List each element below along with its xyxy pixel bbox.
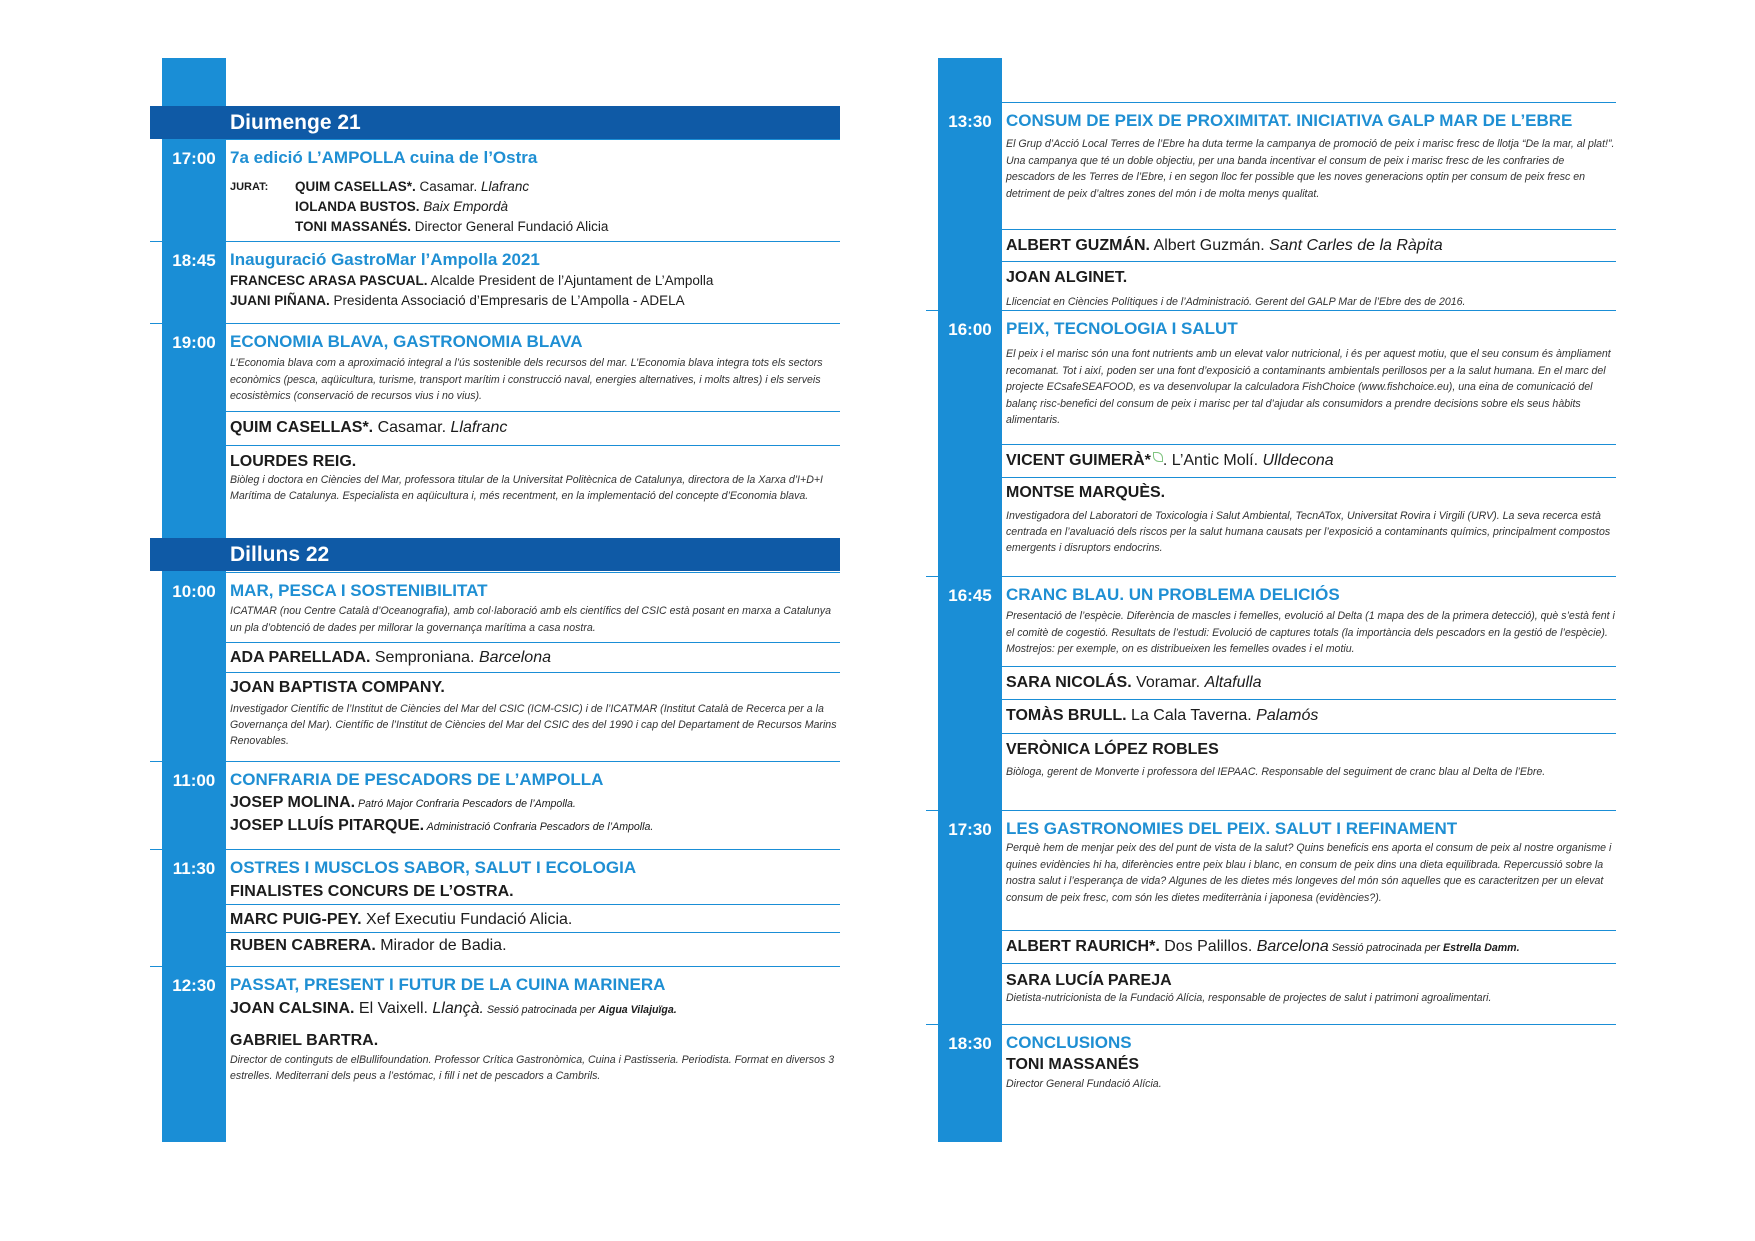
speaker-bio: Director General Fundació Alícia. — [1006, 1078, 1162, 1090]
program-column-left — [150, 58, 840, 1142]
session-time: 10:00 — [172, 582, 216, 601]
divider — [226, 445, 840, 446]
speaker: ADA PARELLADA. Semproniana. Barcelona — [230, 649, 551, 666]
session-time: 11:30 — [172, 859, 216, 878]
speaker: JOSEP LLUÍS PITARQUE. Administració Confraria Pescadors de l’Ampolla. — [230, 817, 654, 834]
divider — [926, 810, 1616, 811]
jury-member: TONI MASSANÉS. Director General Fundació Alicia — [295, 219, 609, 234]
speaker-bio: Director de continguts de elBullifoundation. Professor Crítica Gastronòmica, Cuina i Pastisseria. Periodista. Format en diversos 3 estrelles. Mediterrani dels peus a l’estómac, i fill i net de pescadors a Cambrils. — [230, 1054, 835, 1082]
session-description: ICATMAR (nou Centre Català d’Oceanografia), amb col·laboració amb els científics del CSIC està posant en marxa a Catalunya un pla d’obtenció de dades per millorar la governança marítima a casa nostra. — [230, 605, 831, 634]
divider — [150, 323, 840, 324]
divider — [150, 761, 840, 762]
session-description: Presentació de l’espècie. Diferència de mascles i femelles, evolució al Delta (1 mapa des de la primera detecció), què s’està fent i el comitè de cogestió. Resultats de l’estudi: Evolució de captures totals (la importància dels pescadors en la gestió de l’espècie). Mostrejos: per exemple, on es distribueixen les femelles ovades i el motiu. — [1006, 610, 1615, 655]
speaker-bio: Biòleg i doctora en Ciències del Mar, professora titular de la Universitat Politècnica de Catalunya, directora de la Xarxa d’I+D+I Marítima de Catalunya. Especialista en aqüicultura i, més recentment, en la implementació del concepte d’Economia blava. — [230, 474, 823, 502]
divider — [226, 904, 840, 905]
session-time: 17:30 — [948, 820, 992, 839]
divider — [1002, 261, 1616, 262]
speaker: JOAN CALSINA. El Vaixell. Llançà. Sessió patrocinada per Aigua Vilajuïga. — [230, 1000, 677, 1017]
speaker: MARC PUIG-PEY. Xef Executiu Fundació Alicia. — [230, 911, 573, 928]
session-1130 — [150, 849, 840, 959]
session-title: PEIX, TECNOLOGIA I SALUT — [1006, 319, 1238, 338]
session-title: OSTRES I MUSCLOS SABOR, SALUT I ECOLOGIA — [230, 858, 637, 877]
divider — [1002, 963, 1616, 964]
divider — [226, 572, 840, 573]
speaker: VICENT GUIMERÀ* . L’Antic Molí. Ulldecona — [1006, 452, 1334, 469]
session-title: MAR, PESCA I SOSTENIBILITAT — [230, 581, 488, 600]
session-time: 17:00 — [172, 149, 216, 168]
divider — [226, 932, 840, 933]
divider — [1002, 477, 1616, 478]
session-1845 — [150, 241, 840, 319]
day-header-sunday: Diumenge 21 — [150, 106, 840, 139]
jury-member: IOLANDA BUSTOS. Baix Empordà — [295, 199, 509, 214]
jury-member: QUIM CASELLAS*. Casamar. Llafranc — [295, 179, 530, 194]
divider — [226, 672, 840, 673]
session-1700 — [150, 139, 840, 237]
divider — [1002, 229, 1616, 230]
divider — [226, 139, 840, 140]
speaker: TONI MASSANÉS — [1006, 1056, 1140, 1073]
session-1000 — [150, 572, 840, 752]
session-title: 7a edició L’AMPOLLA cuina de l’Ostra — [230, 148, 538, 167]
divider — [1002, 733, 1616, 734]
speaker: GABRIEL BARTRA. — [230, 1032, 379, 1049]
speaker: QUIM CASELLAS*. Casamar. Llafranc — [230, 419, 508, 436]
speaker: JOAN ALGINET. — [1006, 269, 1128, 286]
speaker: SARA LUCÍA PAREJA — [1006, 972, 1172, 989]
divider — [150, 241, 840, 242]
speaker: FINALISTES CONCURS DE L’OSTRA. — [230, 883, 514, 900]
speaker: JUANI PIÑANA. Presidenta Associació d’Empresaris de L’Ampolla - ADELA — [230, 293, 685, 308]
divider — [1002, 930, 1616, 931]
speaker: SARA NICOLÁS. Voramar. Altafulla — [1006, 674, 1262, 691]
session-title: CONFRARIA DE PESCADORS DE L’AMPOLLA — [230, 770, 604, 789]
speaker-bio: Biòloga, gerent de Monverte i professora del IEPAAC. Responsable del seguiment de cranc blau al Delta de l’Ebre. — [1006, 766, 1546, 778]
session-title: CONSUM DE PEIX DE PROXIMITAT. INICIATIVA GALP MAR DE L’EBRE — [1006, 111, 1573, 130]
session-1645 — [926, 576, 1616, 808]
speaker: MONTSE MARQUÈS. — [1006, 484, 1166, 501]
session-1230 — [150, 966, 840, 1142]
session-title: Inauguració GastroMar l’Ampolla 2021 — [230, 250, 540, 269]
session-1830 — [926, 1024, 1616, 1104]
divider — [1002, 102, 1616, 103]
speaker-bio: Investigador Científic de l’Institut de Ciències del Mar del CSIC (ICM-CSIC) i de l’ICATMAR (Institut Català de Recerca per a la Governança del Mar). Científic de l’Institut de Ciències del Mar del CSIC des del 1990 i cap del Departament de Recursos Marins Renovables. — [230, 703, 837, 747]
divider — [226, 642, 840, 643]
speaker-bio: Dietista-nutricionista de la Fundació Alícia, responsable de projectes de salut i patrimoni agroalimentari. — [1006, 992, 1492, 1004]
divider — [1002, 666, 1616, 667]
divider — [926, 310, 1616, 311]
session-1900 — [150, 323, 840, 533]
session-time: 18:30 — [948, 1034, 992, 1053]
session-title: CRANC BLAU. UN PROBLEMA DELICIÓS — [1006, 585, 1340, 604]
divider — [926, 576, 1616, 577]
speaker: LOURDES REIG. — [230, 453, 357, 470]
session-time: 16:00 — [948, 320, 992, 339]
session-description: El Grup d’Acció Local Terres de l’Ebre ha duta terme la campanya de promoció de peix i marisc fresc de llotja “De la mar, al plat!”. Una campanya que té un doble objectiu, per una banda incentivar el consum de peix i marisc fresc de les confraries de pescadors de les Terres de l’Ebre, i en segon lloc fer possible que les noves generacions optin per consum de peix fresc en detriment de peix d’altres zones del món i de molta menys qualitat. — [1006, 138, 1615, 200]
session-time: 11:00 — [172, 771, 216, 790]
session-time: 13:30 — [948, 112, 992, 131]
session-time: 19:00 — [172, 333, 216, 352]
speaker: ALBERT RAURICH*. Dos Palillos. Barcelona Sessió patrocinada per Estrella Damm. — [1006, 938, 1520, 955]
speaker: VERÒNICA LÓPEZ ROBLES — [1006, 741, 1219, 758]
session-1100 — [150, 761, 840, 843]
divider — [926, 1024, 1616, 1025]
speaker: JOSEP MOLINA. Patró Major Confraria Pescadors de l’Ampolla. — [230, 794, 576, 811]
session-time: 16:45 — [948, 586, 992, 605]
divider — [1002, 444, 1616, 445]
speaker: JOAN BAPTISTA COMPANY. — [230, 679, 445, 696]
divider — [150, 849, 840, 850]
speaker: ALBERT GUZMÁN. Albert Guzmán. Sant Carles de la Ràpita — [1006, 237, 1443, 254]
session-time: 18:45 — [172, 251, 216, 270]
session-description: El peix i el marisc són una font nutrients amb un elevat valor nutricional, i és per aquest motiu, que el seu consum és àmpliament recomanat. Tot i així, poden ser una font d’exposició a contaminants ambientals perillosos per a la salut humana. En el marc del projecte ECsafeSEAFOOD, es va desenvolupar la calculadora FishChoice (www.fishchoice.eu), una eina de comunicació del balanç risc-benefici del consum de peix i marisc per tal d’ajudar als consumidors a prendre decisions sobre els seus hàbits alimentaris. — [1006, 348, 1611, 426]
session-title: PASSAT, PRESENT I FUTUR DE LA CUINA MARINERA — [230, 975, 666, 994]
jury-label: JURAT: — [230, 181, 269, 193]
session-title: LES GASTRONOMIES DEL PEIX. SALUT I REFINAMENT — [1006, 819, 1458, 838]
divider — [226, 411, 840, 412]
divider — [1002, 699, 1616, 700]
speaker: FRANCESC ARASA PASCUAL. Alcalde President de l’Ajuntament de L’Ampolla — [230, 273, 714, 288]
day-header-monday: Dilluns 22 — [150, 538, 840, 571]
session-description: L’Economia blava com a aproximació integral a l’ús sostenible dels recursos del mar. L’Economia blava integra tots els sectors econòmics (pesca, aqüicultura, turisme, transport marítim i construcció naval, energies alternatives, i molts altres) i els serveis ecosistèmics (conservació de recursos vius i no vius). — [230, 357, 823, 402]
session-time: 12:30 — [172, 976, 216, 995]
speaker: RUBEN CABRERA. Mirador de Badia. — [230, 937, 507, 954]
session-description: Perquè hem de menjar peix des del punt de vista de la salut? Quins beneficis ens aporta el consum de peix al nostre organisme i quines evidències hi ha, diferències entre peix blau i blanc, en consum de peix dins una dieta equilibrada. Repercussió sobre la nostra salut i l’esperança de vida? Algunes de les dietes més longeves del món són aquelles que es caracteritzen per un elevat consum de peix fresc, com són les dietes mediterrània i japonesa (evidències?). — [1006, 842, 1612, 904]
speaker-bio: Llicenciat en Ciències Polítiques i de l’Administració. Gerent del GALP Mar de l’Ebre des de 2016. — [1006, 296, 1466, 308]
session-title: ECONOMIA BLAVA, GASTRONOMIA BLAVA — [230, 332, 583, 351]
program-column-right — [926, 58, 1616, 1142]
leaf-icon — [1153, 452, 1163, 462]
session-title: CONCLUSIONS — [1006, 1033, 1132, 1052]
divider — [150, 966, 840, 967]
speaker: TOMÀS BRULL. La Cala Taverna. Palamós — [1006, 707, 1319, 724]
speaker-bio: Investigadora del Laboratori de Toxicologia i Salut Ambiental, TecnATox, Universitat Rovira i Virgili (URV). La seva recerca està centrada en l’avaluació dels riscos per la salut humana causats per l’exposició a contaminants químics, principalment compostos emergents i disruptors endocrins. — [1006, 510, 1611, 554]
